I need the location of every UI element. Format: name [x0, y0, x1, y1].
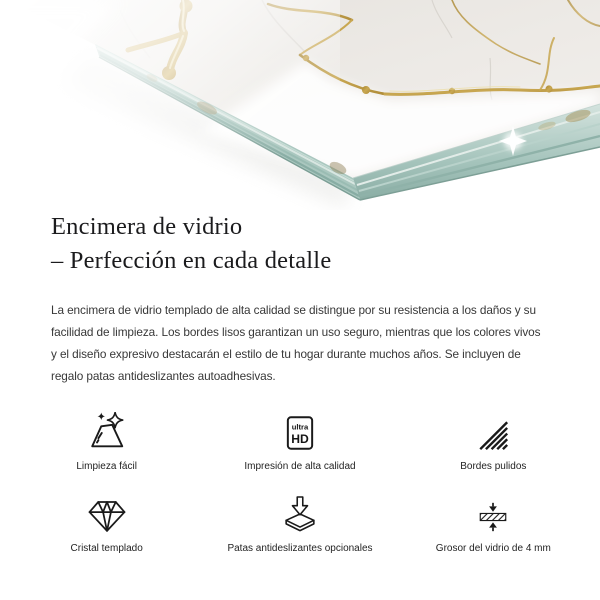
feature-easy-cleaning [10, 408, 203, 473]
anti-slip-feet-icon [281, 490, 319, 534]
feature-grid [10, 408, 590, 555]
feature-label: Bordes pulidos [460, 461, 527, 472]
feature-glass-thickness [397, 490, 590, 555]
hero-image [0, 0, 600, 210]
easy-cleaning-icon [85, 408, 129, 452]
glass-thickness-icon [476, 490, 510, 534]
product-description: La encimera de vidrio templado de alta calidad se distingue por su resistencia a los daños y su facilidad de limpieza. Los bordes lisos garantizan un uso seguro, mientras que los colores vivos y el diseño expresivo destacarán el estilo de tu hogar durante muchos años. Se incluyen de regalo patas antideslizantes autoadhesivas. [51, 302, 541, 383]
feature-print-quality [203, 408, 396, 473]
glass-countertop-illustration [0, 0, 600, 210]
feature-label: Patas antideslizantes opcionales [227, 543, 373, 554]
page-title-line1: Encimera de vidrio [51, 213, 243, 240]
feature-label: Cristal templado [70, 543, 143, 554]
feature-polished-edges [397, 408, 590, 473]
svg-text:HD: HD [291, 431, 309, 446]
ultra-hd-icon [282, 408, 318, 452]
tempered-glass-icon [86, 490, 128, 534]
page-title [51, 210, 331, 278]
feature-label: Limpieza fácil [76, 461, 137, 472]
svg-text:ultra: ultra [291, 422, 309, 432]
polished-edges-icon [476, 408, 510, 452]
page-title-line2: – Perfección en cada detalle [51, 247, 332, 274]
feature-label: Impresión de alta calidad [244, 461, 356, 472]
feature-anti-slip-feet [203, 490, 396, 555]
feature-label: Grosor del vidrio de 4 mm [435, 543, 551, 554]
feature-tempered-glass [10, 490, 203, 555]
